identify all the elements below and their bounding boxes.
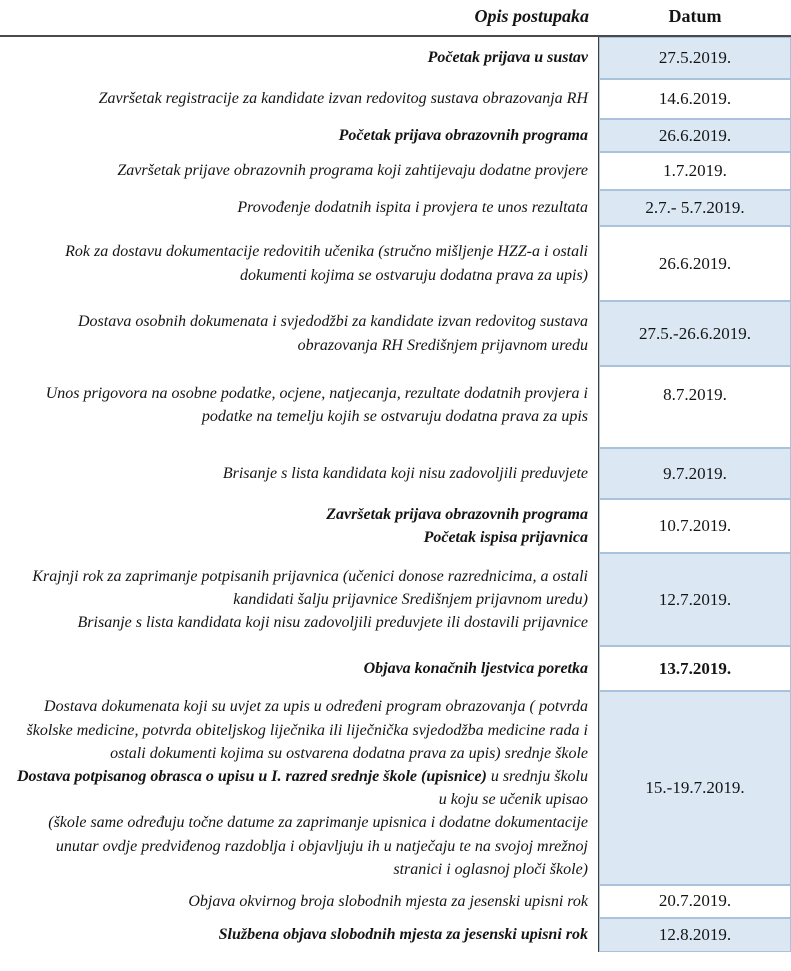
table-row — [0, 152, 791, 190]
table-row — [0, 119, 791, 152]
procedure-date: 13.7.2019. — [599, 646, 791, 691]
procedure-description — [0, 499, 599, 553]
procedure-description — [0, 190, 599, 226]
table-row — [0, 366, 791, 448]
table-row — [0, 37, 791, 79]
procedure-description — [0, 119, 599, 152]
table-row — [0, 448, 791, 499]
procedure-description — [0, 152, 599, 190]
description-line: Objava konačnih ljestvica poretka — [363, 660, 588, 678]
description-line: Završetak registracije za kandidate izvan redovitog sustava obrazovanja RH — [98, 90, 588, 108]
table-row — [0, 646, 791, 691]
column-header-opis-postupaka: Opis postupaka — [0, 0, 599, 37]
procedure-date: 12.7.2019. — [599, 553, 791, 646]
procedure-description — [0, 226, 599, 301]
description-line: Dostava potpisanog obrasca o upisu u I. razred srednje škole (upisnice) u srednju školu u koju se učenik upisao — [16, 767, 588, 809]
table-row — [0, 499, 791, 553]
table-row — [0, 226, 791, 301]
description-line: Početak prijava u sustav — [427, 49, 588, 67]
header-row — [0, 0, 791, 37]
procedure-date: 12.8.2019. — [599, 918, 791, 952]
table-row — [0, 190, 791, 226]
description-line: Objava okvirnog broja slobodnih mjesta za jesenski upisni rok — [188, 892, 588, 910]
description-line: Brisanje s lista kandidata koji nisu zadovoljili preduvjete — [222, 464, 588, 482]
procedure-description — [0, 691, 599, 885]
procedure-date: 27.5.2019. — [599, 37, 791, 79]
table-header — [0, 0, 791, 37]
table-row — [0, 553, 791, 646]
description-line: Provođenje dodatnih ispita i provjera te unos rezultata — [237, 199, 588, 217]
table-row — [0, 301, 791, 366]
table-row — [0, 691, 791, 885]
description-line: Početak ispisa prijavnica — [423, 529, 588, 547]
description-line: (škole same određuju točne datume za zaprimanje upisnica i dodatne dokumentacije unutar ovdje predviđenog razdoblja i objavljuju ih u natječaju te na svojoj mrežnoj stranici i oglasnoj ploči škole) — [48, 814, 588, 878]
description-line: Početak prijava obrazovnih programa — [338, 126, 588, 144]
description-line: Završetak prijava obrazovnih programa — [326, 506, 588, 523]
procedure-description — [0, 301, 599, 366]
procedure-date: 27.5.-26.6.2019. — [599, 301, 791, 366]
procedure-description — [0, 37, 599, 79]
description-line: Završetak prijave obrazovnih programa koji zahtijevaju dodatne provjere — [117, 162, 588, 180]
procedure-description — [0, 79, 599, 119]
description-line: Službena objava slobodnih mjesta za jesenski upisni rok — [218, 926, 588, 944]
description-line: Rok za dostavu dokumentacije redovitih učenika (stručno mišljenje HZZ-a i ostali dokumenti kojima se ostvaruju dodatna prava za upis) — [65, 243, 588, 284]
procedure-date: 15.-19.7.2019. — [599, 691, 791, 885]
description-line: Unos prigovora na osobne podatke, ocjene, natjecanja, rezultate dodatnih provjera i podatke na temelju kojih se ostvaruju dodatna prava za upis — [45, 385, 588, 426]
procedure-date: 20.7.2019. — [599, 885, 791, 918]
procedure-date: 10.7.2019. — [599, 499, 791, 553]
procedure-description — [0, 366, 599, 448]
table-row — [0, 885, 791, 918]
table-body — [0, 37, 791, 952]
procedure-description — [0, 918, 599, 952]
description-line: Krajnji rok za zaprimanje potpisanih prijavnica (učenici donose razrednicima, a ostali kandidati šalju prijavnice Središnjem prijavnom uredu) — [32, 568, 588, 609]
table-row — [0, 918, 791, 952]
procedure-date: 2.7.- 5.7.2019. — [599, 190, 791, 226]
procedure-description — [0, 553, 599, 646]
description-line: Dostava osobnih dokumenata i svjedodžbi za kandidate izvan redovitog sustava obrazovanja RH Središnjem prijavnom uredu — [77, 313, 588, 354]
table-row — [0, 79, 791, 119]
procedure-date: 8.7.2019. — [599, 366, 791, 448]
procedure-date: 1.7.2019. — [599, 152, 791, 190]
procedure-description — [0, 646, 599, 691]
procedure-description — [0, 448, 599, 499]
procedure-date: 26.6.2019. — [599, 119, 791, 152]
procedure-date: 9.7.2019. — [599, 448, 791, 499]
procedure-date: 14.6.2019. — [599, 79, 791, 119]
procedure-date: 26.6.2019. — [599, 226, 791, 301]
description-line: Dostava dokumenata koji su uvjet za upis u određeni program obrazovanja ( potvrda školske medicine, potvrda obiteljskog liječnika ili liječnička svjedodžba medicine rada i ostali dokumenti kojima su ostvarena dodatna prava za upis) srednje škole — [26, 698, 588, 762]
column-header-datum: Datum — [599, 0, 791, 37]
procedure-description — [0, 885, 599, 918]
description-line: Brisanje s lista kandidata koji nisu zadovoljili preduvjete ili dostavili prijavnice — [77, 614, 588, 632]
